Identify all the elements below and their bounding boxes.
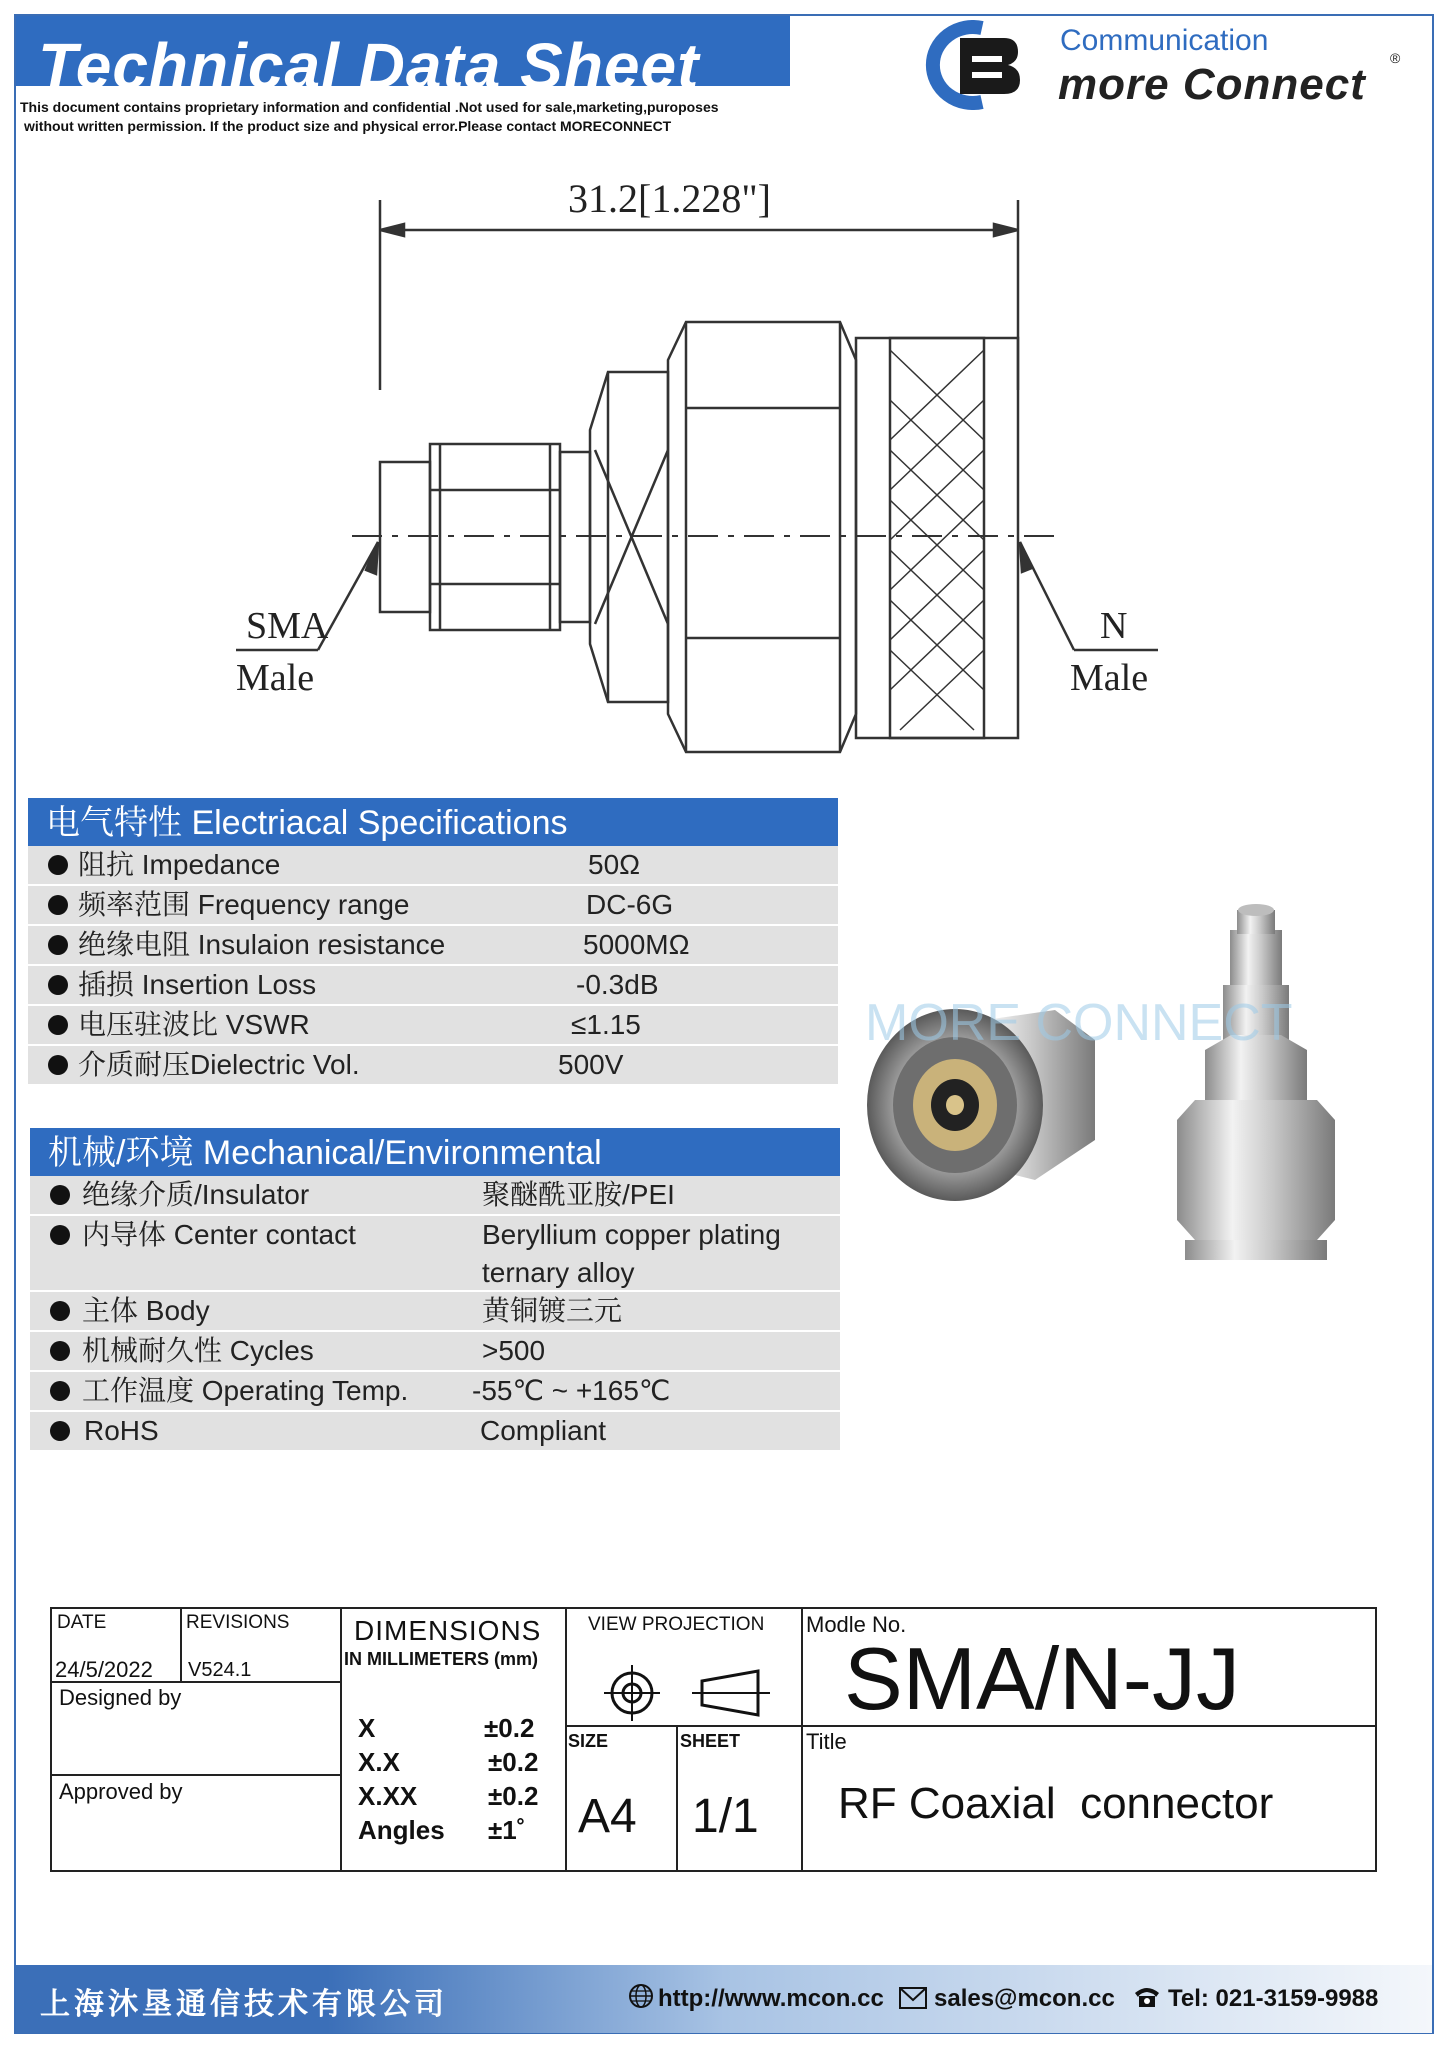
bullet-icon [48,1015,68,1035]
spec-label: 工作温度 Operating Temp. [82,1375,409,1406]
date-label: DATE [57,1612,107,1633]
product-photo [835,800,1425,1260]
disclaimer [20,98,810,136]
spec-row-insertion-loss [28,966,838,1006]
spec-label: RoHS [84,1415,159,1446]
spec-value: 500V [558,1049,624,1080]
tolerance-value: ±0.2 [488,1747,539,1777]
tolerance-key: X.X [358,1747,400,1777]
spec-label: 插损 Insertion Loss [78,969,317,1000]
electrical-spec-table [28,798,838,1086]
tolerance-key: Angles [358,1815,445,1845]
sma-connector-upright-photo [1177,904,1335,1260]
spec-row-impedance [28,846,838,886]
revisions-value: V524.1 [188,1659,252,1681]
bullet-icon [50,1301,70,1321]
spec-value: ≤1.15 [571,1009,641,1040]
page-title: Technical Data Sheet [38,30,700,102]
photo-watermark: MORE CONNECT [865,994,1293,1052]
title-label: Title [806,1729,847,1754]
spec-row-cycles [30,1332,840,1372]
spec-value: Beryllium copper plating [482,1219,781,1250]
dimensions-label: DIMENSIONS [354,1615,542,1646]
mail-icon [898,1986,928,2010]
first-angle-projection-icon [582,1655,782,1725]
spec-value: 黄铜镀三元 [482,1295,623,1326]
view-projection-label: VIEW PROJECTION [588,1614,765,1635]
size-label: SIZE [568,1731,609,1751]
divider [801,1609,803,1872]
bullet-icon [48,855,68,875]
bullet-icon [50,1421,70,1441]
spec-value: DC-6G [586,889,674,920]
spec-row-body [30,1292,840,1332]
electrical-spec-heading: 电气特性 Electriacal Specifications [28,798,838,846]
spec-label: 阻抗 Impedance [78,849,281,880]
spec-value: -55℃ ~ +165℃ [472,1375,671,1406]
spec-label: 电压驻波比 VSWR [78,1009,310,1040]
approved-by-label: Approved by [59,1779,183,1804]
tolerance-key: X.XX [358,1781,418,1811]
website-link[interactable]: http://www.mcon.cc [658,1985,884,2012]
spec-label: 机械耐久性 Cycles [82,1335,314,1366]
spec-value-continued: ternary alloy [482,1257,635,1288]
spec-label: 主体 Body [82,1295,210,1326]
model-label: Modle No. [806,1612,907,1637]
title-band [16,16,790,102]
mechanical-spec-heading: 机械/环境 Mechanical/Environmental [30,1128,840,1176]
spec-value: 聚醚酰亚胺/PEI [482,1179,675,1210]
logo-line-more-connect: more Connect [1058,60,1366,109]
footer-band [16,1965,1432,2033]
spec-value: 50Ω [588,849,641,880]
email-link[interactable]: sales@mcon.cc [934,1985,1115,2012]
spec-label: 内导体 Center contact [82,1219,356,1250]
spec-row-frequency [28,886,838,926]
spec-row-operating-temp [30,1372,840,1412]
spec-label: 频率范围 Frequency range [78,889,410,920]
mechanical-spec-table [30,1128,840,1452]
divider [676,1725,678,1872]
spec-row-insulation-resistance [28,926,838,966]
divider [340,1609,342,1872]
spec-label: 绝缘电阻 Insulaion resistance [78,929,446,960]
divider [180,1609,182,1683]
left-end-label-type: SMA [246,605,329,647]
logo-mark-icon [912,20,1032,110]
spec-row-center-contact [30,1216,840,1292]
model-number: SMA/N-JJ [844,1629,1240,1728]
spec-value: >500 [482,1335,546,1366]
revisions-label: REVISIONS [186,1612,290,1633]
bullet-icon [48,895,68,915]
sheet-value: 1/1 [692,1790,759,1843]
spec-value: Compliant [480,1415,607,1446]
logo-line-communication: Communication [1060,24,1269,57]
divider [565,1609,567,1872]
bullet-icon [50,1185,70,1205]
spec-row-dielectric-voltage [28,1046,838,1086]
left-end-label-gender: Male [236,657,315,699]
bullet-icon [48,935,68,955]
disclaimer-line-1: This document contains proprietary information and confidential .Not used for sale,marketing,puroposes [20,99,719,115]
spec-label: 介质耐压Dielectric Vol. [78,1049,360,1080]
registered-mark: ® [1390,50,1401,66]
overall-length-dimension: 31.2[1.228"] [568,176,771,221]
title-block [50,1607,1377,1872]
disclaimer-line-2: without written permission. If the product size and physical error.Please contact MORECONNECT [24,118,672,134]
phone-number: Tel: 021-3159-9988 [1168,1985,1379,2012]
globe-icon [628,1983,654,2009]
divider [565,1725,801,1727]
tolerance-value: ±1˚ [488,1815,526,1845]
right-end-label-type: N [1100,605,1128,647]
size-value: A4 [578,1790,637,1843]
spec-value: 5000MΩ [583,929,690,960]
spec-label: 绝缘介质/Insulator [82,1179,310,1210]
designed-by-label: Designed by [59,1685,182,1710]
spec-row-vswr [28,1006,838,1046]
tolerance-value: ±0.2 [488,1781,539,1811]
phone-icon [1132,1983,1162,2009]
date-value: 24/5/2022 [55,1657,153,1682]
dimensions-unit: IN MILLIMETERS (mm) [344,1649,538,1669]
bullet-icon [50,1381,70,1401]
title-value: RF Coaxial connector [838,1779,1274,1828]
bullet-icon [48,1055,68,1075]
spec-value: -0.3dB [576,969,659,1000]
spec-row-insulator [30,1176,840,1216]
company-name-chinese: 上海沐垦通信技术有限公司 [40,1987,448,2022]
company-logo [912,20,1432,110]
tolerance-value: ±0.2 [484,1713,535,1743]
bullet-icon [48,975,68,995]
spec-row-rohs [30,1412,840,1452]
tolerance-key: X [358,1713,376,1743]
sheet-label: SHEET [680,1731,741,1751]
connector-drawing [200,150,1180,790]
divider [52,1774,340,1776]
bullet-icon [50,1341,70,1361]
bullet-icon [50,1225,70,1245]
right-end-label-gender: Male [1070,657,1149,699]
